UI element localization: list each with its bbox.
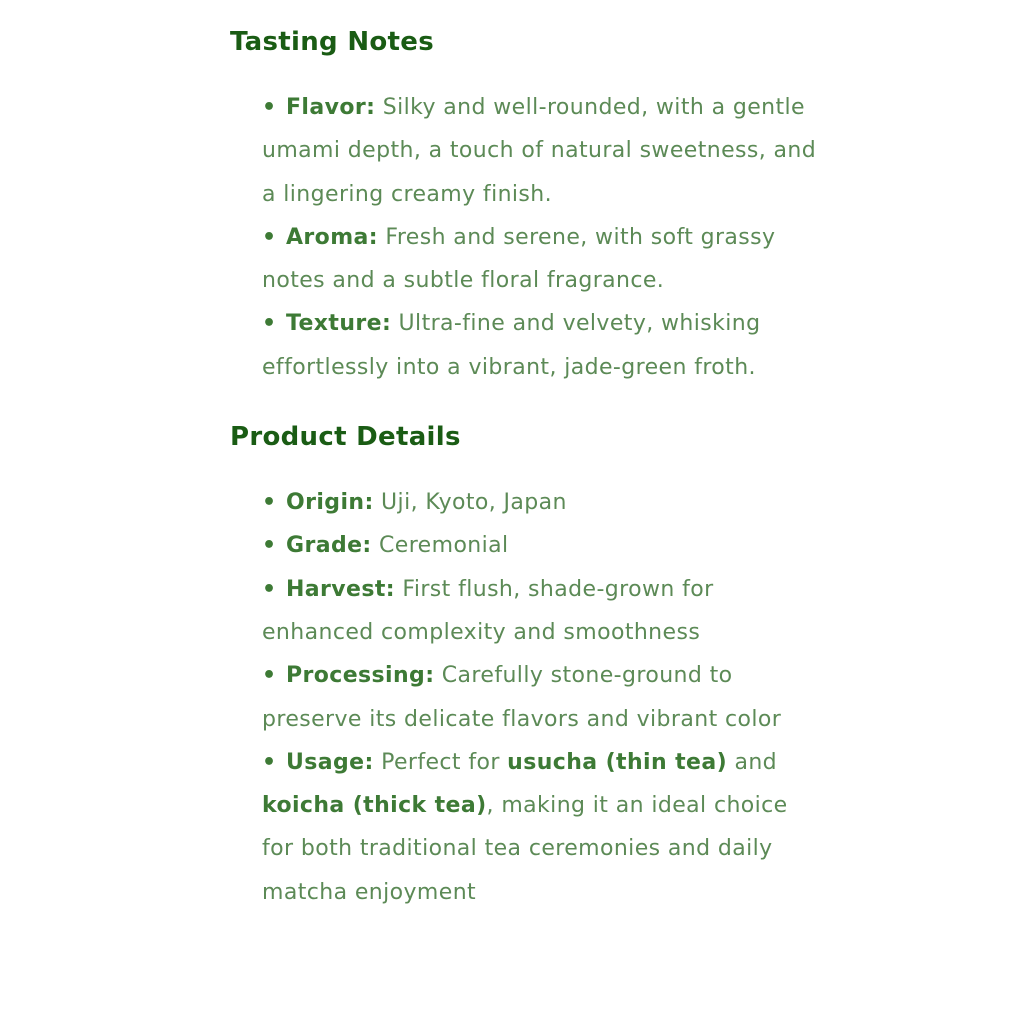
usucha-emphasis: usucha (thin tea): [507, 749, 728, 775]
item-text: First flush, shade-grown for enhanced complexity and smoothness: [262, 576, 714, 645]
item-text: Uji, Kyoto, Japan: [373, 490, 567, 516]
koicha-emphasis: koicha (thick tea): [262, 793, 487, 819]
item-text: Silky and well-rounded, with a gentle umami depth, a touch of natural sweetness, and a lingering creamy finish.: [262, 95, 817, 207]
item-text: Ceremonial: [371, 533, 509, 559]
product-details-heading: Product Details: [230, 422, 461, 453]
list-item-processing: [262, 654, 822, 741]
list-item-flavor: [262, 86, 822, 216]
item-label: Texture:: [286, 311, 392, 337]
product-description: [230, 22, 830, 914]
item-label: Grade:: [286, 533, 372, 559]
item-text: Carefully stone-ground to preserve its delicate flavors and vibrant color: [262, 663, 782, 732]
item-text: and: [727, 749, 778, 775]
bullet-icon: •: [262, 311, 277, 337]
item-label: Processing:: [286, 663, 435, 689]
product-details-list: [262, 481, 822, 914]
item-label: Usage:: [286, 749, 374, 775]
bullet-icon: •: [262, 663, 277, 689]
bullet-icon: •: [262, 533, 277, 559]
tasting-notes-list: [262, 86, 822, 389]
list-item-harvest: [262, 568, 822, 655]
list-item-texture: [262, 302, 822, 389]
list-item-usage: [262, 741, 822, 914]
bullet-icon: •: [262, 95, 277, 120]
list-item-origin: [262, 481, 822, 524]
bullet-icon: •: [262, 749, 277, 775]
item-label: Aroma:: [286, 224, 378, 250]
item-label: Harvest:: [286, 576, 395, 602]
item-text: Fresh and serene, with soft grassy notes and a subtle floral fragrance.: [262, 224, 776, 294]
item-text: , making it an ideal choice for both traditional tea ceremonies and daily matcha enjoyment: [262, 793, 788, 905]
tasting-notes-heading: Tasting Notes: [230, 27, 434, 57]
bullet-icon: •: [262, 576, 277, 602]
list-item-aroma: [262, 216, 822, 303]
bullet-icon: •: [262, 224, 277, 250]
item-text: Perfect for: [373, 749, 508, 775]
item-text: Ultra-fine and velvety, whisking effortlessly into a vibrant, jade-green froth.: [262, 311, 761, 380]
list-item-grade: [262, 524, 822, 567]
item-label: Origin:: [286, 490, 374, 516]
item-label: Flavor:: [286, 95, 376, 120]
bullet-icon: •: [262, 490, 277, 516]
